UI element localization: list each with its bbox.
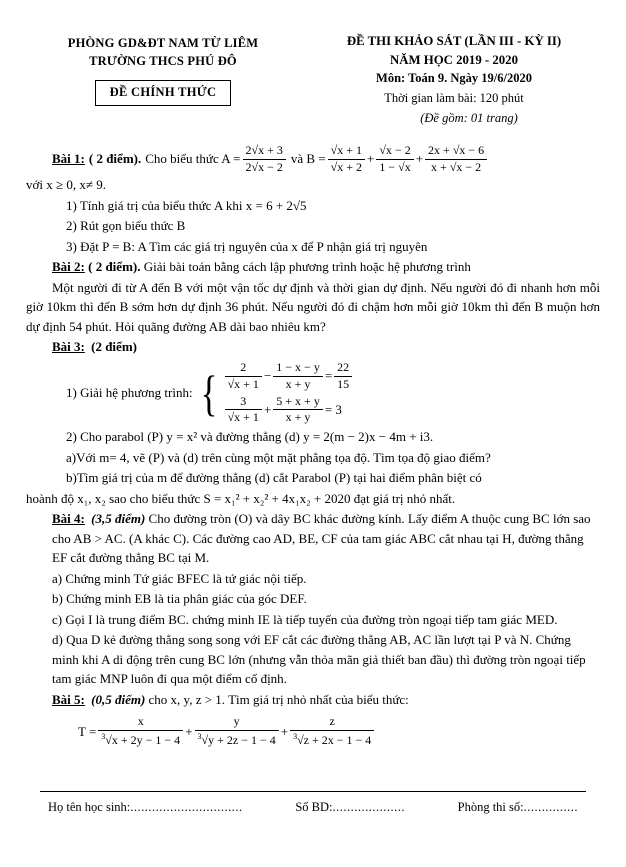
T-term3-root-index: 3 [293,731,298,741]
problem-1-condition: với x ≥ 0, x≠ 9. [26,177,107,193]
student-name-field [48,800,243,815]
expression-T-term2 [195,715,279,748]
plus-sign-2: + [415,151,424,167]
expression-A-numerator: 2√x + 3 [243,144,286,160]
eq2-fraction-2 [273,395,323,426]
T-term3-radicand: √z + 2x − 1 − 4 [297,732,372,747]
problem-1-q3: 3) Đặt P = B: A Tìm các giá trị nguyên của x để P nhận giá trị nguyên [66,238,428,254]
problem-5-points: (0,5 điểm) [91,691,146,707]
eq1-f1-den: √x + 1 [227,376,259,391]
T-term1-radicand: √x + 2y − 1 − 4 [105,732,181,747]
eq1-fraction-1 [225,361,262,392]
problem-3-header [26,337,600,357]
problem-3-points: (2 điểm) [91,339,137,355]
eq2-f2-num: 5 + x + y [273,395,323,411]
eq2-f1-num: 3 [225,395,262,411]
system-equation-1 [223,361,355,392]
problem-1-header [26,144,600,175]
problem-2-header [26,257,600,277]
problem-2-body: Một người đi từ A đến B với một vận tốc dự định và thời gian dự định. Nếu người đó đi nhanh hơn mỗi giờ 10km thì đến B sớm hơn dự định 36 phút. Nếu người đó đi chậm hơn mỗi giờ 10km thì đến B muộn hơn dự định 54 phút. Hỏi quãng đường AB dài bao nhiêu km? [26,279,600,334]
eq1-fraction-2 [273,361,323,392]
expression-B-term2-denominator: 1 − √x [379,159,411,174]
room-dots: ............... [523,800,578,814]
expression-B-term1-numerator: √x + 1 [328,144,365,160]
T-term2-root-index: 3 [197,731,202,741]
footer-fields [40,800,586,815]
document-footer [0,791,626,815]
exam-content [0,128,626,748]
student-name-label: Họ tên học sinh: [48,800,131,814]
eq2-f1-den: √x + 1 [227,410,259,425]
problem-2-points: ( 2 điểm). [88,259,141,275]
school-name: TRƯỜNG THCS PHÚ ĐÔ [89,54,237,69]
problem-3-qb-line2: hoành độ x₁, x₂ sao cho biểu thức S = x₁² + x₂² + 4x₁x₂ + 2020 đạt giá trị nhỏ nhất. [26,490,456,506]
header-right-block [304,26,604,128]
eq2-plus: + [263,402,272,418]
problem-3-q1-lead: 1) Giải hệ phương trình: [66,385,193,401]
room-label: Phòng thi số: [457,800,524,814]
expression-B-term1 [328,144,365,175]
exam-title: ĐỀ THI KHẢO SÁT (LẦN III - KỲ II) [346,34,562,48]
problem-5-expression [26,715,600,748]
system-rows [223,361,355,425]
problem-3-qb-line1: b)Tìm giá trị của m để đường thẳng (d) cắt Parabol (P) tại hai điểm phân biệt có [66,470,482,486]
expression-T-term1 [98,715,183,748]
problem-1-q1: 1) Tính giá trị của biểu thức A khi x = 6 + 2√5 [66,197,307,213]
expression-B-term3 [425,144,487,175]
system-of-equations [197,361,355,425]
room-field [458,800,578,815]
problem-4-title: Bài 4: [52,511,85,527]
T-term1-numerator: x [98,715,183,731]
department-name: PHÒNG GD&ĐT NAM TỪ LIÊM [67,36,259,50]
problem-1-points: ( 2 điểm). [88,151,142,167]
eq1-f3-num: 22 [334,361,352,377]
problem-4-header [26,509,600,568]
subject-date: Môn: Toán 9. Ngày 19/6/2020 [376,71,532,86]
document-header [0,0,626,128]
system-equation-2 [223,395,355,426]
T-term3-denominator [290,731,374,748]
header-left-block [22,26,304,128]
expression-A-denominator: 2√x − 2 [245,159,283,174]
expression-B-term1-denominator: √x + 2 [330,159,362,174]
student-name-dots: ............................... [130,800,243,814]
problem-1-lead: Cho biểu thức A = [145,151,241,167]
T-term3-numerator: z [290,715,374,731]
school-year: NĂM HỌC 2019 - 2020 [390,52,518,67]
sbd-label: Số BD: [295,800,333,814]
eq1-f3-den: 15 [337,376,350,391]
problem-4-qc: c) Gọi I là trung điểm BC. chứng minh IE là tiếp tuyến của đường tròn ngoại tiếp tam giác MED. [52,611,558,627]
problem-4-qd: d) Qua D kẻ đường thẳng song song với EF cắt các đường thẳng AB, AC lần lượt tại P và N. Chứng minh khi A di động trên cung BC lớn (nhưng vẫn thỏa mãn giả thiết ban đầu) thì đường tròn ngoại tiếp tam giác MNP luôn đi qua một điểm cố định. [52,632,586,687]
eq1-equals: = [324,368,333,384]
problem-2-lead: Giải bài toán bằng cách lập phương trình hoặc hệ phương trình [143,259,471,275]
problem-3-qa: a)Với m= 4, vẽ (P) và (d) trên cùng một mặt phẳng tọa độ. Tìm tọa độ giao điểm? [66,449,491,465]
problem-5-title: Bài 5: [52,691,85,707]
problem-1-and: và B = [290,151,326,167]
problem-4-qa: a) Chứng minh Tứ giác BFEC là tứ giác nội tiếp. [52,570,307,586]
expression-A-fraction [243,144,286,175]
problem-1-title: Bài 1: [52,151,85,167]
eq1-minus: − [263,368,272,384]
expression-B-term3-denominator: x + √x − 2 [431,159,482,174]
eq2-equals: = 3 [324,402,342,418]
problem-4-points: (3,5 điểm) [91,511,146,527]
expression-T-term3 [290,715,374,748]
expression-B-term2-numerator: √x − 2 [376,144,413,160]
footer-divider [40,791,586,792]
page-count-note: (Đề gồm: 01 trang) [420,110,518,125]
problem-5-body: cho x, y, z > 1. Tìm giá trị nhỏ nhất của biểu thức: [148,691,409,707]
T-term2-numerator: y [195,715,279,731]
problem-5-header [26,690,600,710]
problem-3-system-row [26,361,600,425]
sbd-field [295,800,405,815]
problem-3-title: Bài 3: [52,339,85,355]
problem-4-body: Cho đường tròn (O) và dây BC khác đường kính. Lấy điểm A thuộc cung BC lớn sao cho AB > AC. (A khác C). Các đường cao AD, BE, CF của tam giác ABC cắt nhau tại H, đường thẳng EF cắt đường thẳng BC tại M. [52,511,591,566]
T-term2-denominator [195,731,279,748]
T-term1-denominator [98,731,183,748]
eq2-fraction-1 [225,395,262,426]
problem-3-q2: 2) Cho parabol (P) y = x² và đường thẳng (d) y = 2(m − 2)x − 4m + i3. [66,429,434,445]
official-exam-badge: ĐỀ CHÍNH THỨC [95,80,232,106]
eq1-fraction-3 [334,361,352,392]
eq1-f2-den: x + y [285,376,311,391]
T-plus-1: + [185,723,193,739]
expression-B-term3-numerator: 2x + √x − 6 [425,144,487,160]
left-brace: { [200,365,217,422]
problem-4-qb: b) Chứng minh EB là tia phân giác của góc DEF. [52,591,307,607]
sbd-dots: .................... [332,800,405,814]
eq1-f1-num: 2 [225,361,262,377]
problem-1-q2: 2) Rút gọn biểu thức B [66,218,186,234]
problem-2-title: Bài 2: [52,259,85,275]
plus-sign-1: + [367,151,375,167]
T-term1-root-index: 3 [101,731,106,741]
T-term2-radicand: √y + 2z − 1 − 4 [201,732,276,747]
expression-B-term2 [376,144,413,175]
eq2-f2-den: x + y [285,410,311,425]
T-plus-2: + [280,723,289,739]
eq1-f2-num: 1 − x − y [273,361,323,377]
expression-T-label: T = [78,723,97,739]
duration: Thời gian làm bài: 120 phút [384,90,524,105]
